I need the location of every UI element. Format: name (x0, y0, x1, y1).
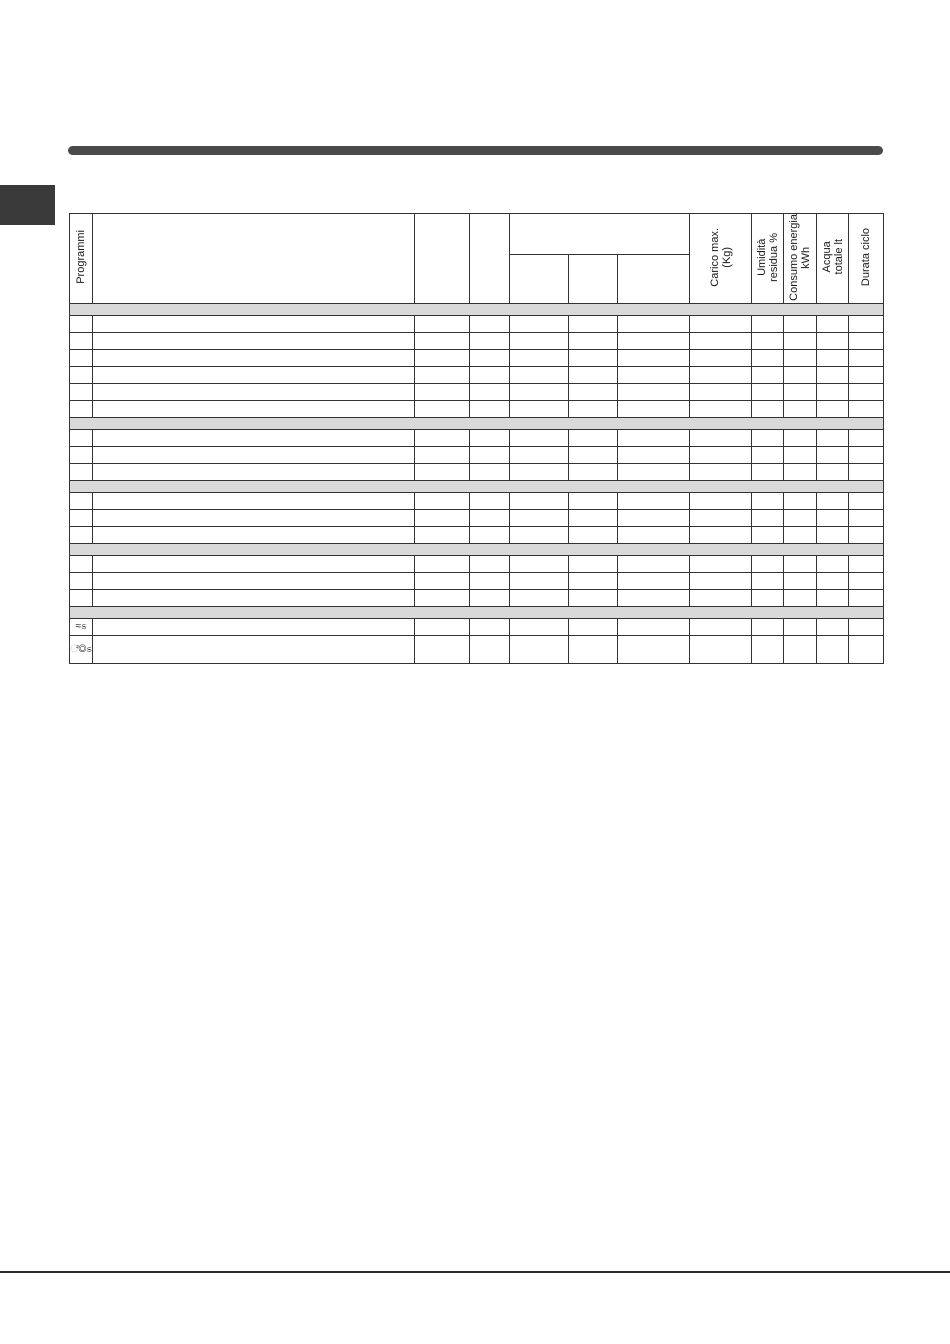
table-row (70, 350, 884, 367)
header-sub-1 (510, 255, 569, 304)
table-row (70, 619, 884, 636)
header-col-4 (470, 214, 510, 304)
table-row (70, 510, 884, 527)
group-row (70, 304, 884, 316)
table-row (70, 333, 884, 350)
table-row (70, 316, 884, 333)
header-row-top (70, 214, 884, 255)
header-acqua: Acqua totale lt (817, 214, 849, 304)
group-row (70, 418, 884, 430)
language-tab-marker (0, 185, 55, 225)
spin-dry-icon: ೆ◎ಽ (70, 636, 93, 664)
table-row (70, 367, 884, 384)
group-row (70, 481, 884, 493)
table-row (70, 384, 884, 401)
table-row (70, 430, 884, 447)
header-umidita: Umidità residua % (752, 214, 784, 304)
header-sub-2 (569, 255, 618, 304)
programs-table (69, 213, 884, 664)
table-row (70, 401, 884, 418)
header-divider-bar (68, 146, 883, 155)
group-row (70, 607, 884, 619)
header-sub-3 (618, 255, 690, 304)
table-row (70, 636, 884, 664)
header-description (93, 214, 415, 304)
header-col-3 (415, 214, 470, 304)
table-row (70, 464, 884, 481)
wash-dry-icon: ≈ಽ (70, 619, 93, 636)
table-row (70, 527, 884, 544)
header-carico: Carico max. (Kg) (690, 214, 752, 304)
header-durata: Durata ciclo (849, 214, 884, 304)
table-row (70, 590, 884, 607)
table-row (70, 556, 884, 573)
footer-rule (0, 1271, 950, 1273)
table-row (70, 447, 884, 464)
header-group (510, 214, 690, 255)
table-row (70, 573, 884, 590)
header-programmi: Programmi (70, 214, 93, 304)
header-consumo: Consumo energia kWh (784, 214, 817, 304)
group-row (70, 544, 884, 556)
table-row (70, 493, 884, 510)
